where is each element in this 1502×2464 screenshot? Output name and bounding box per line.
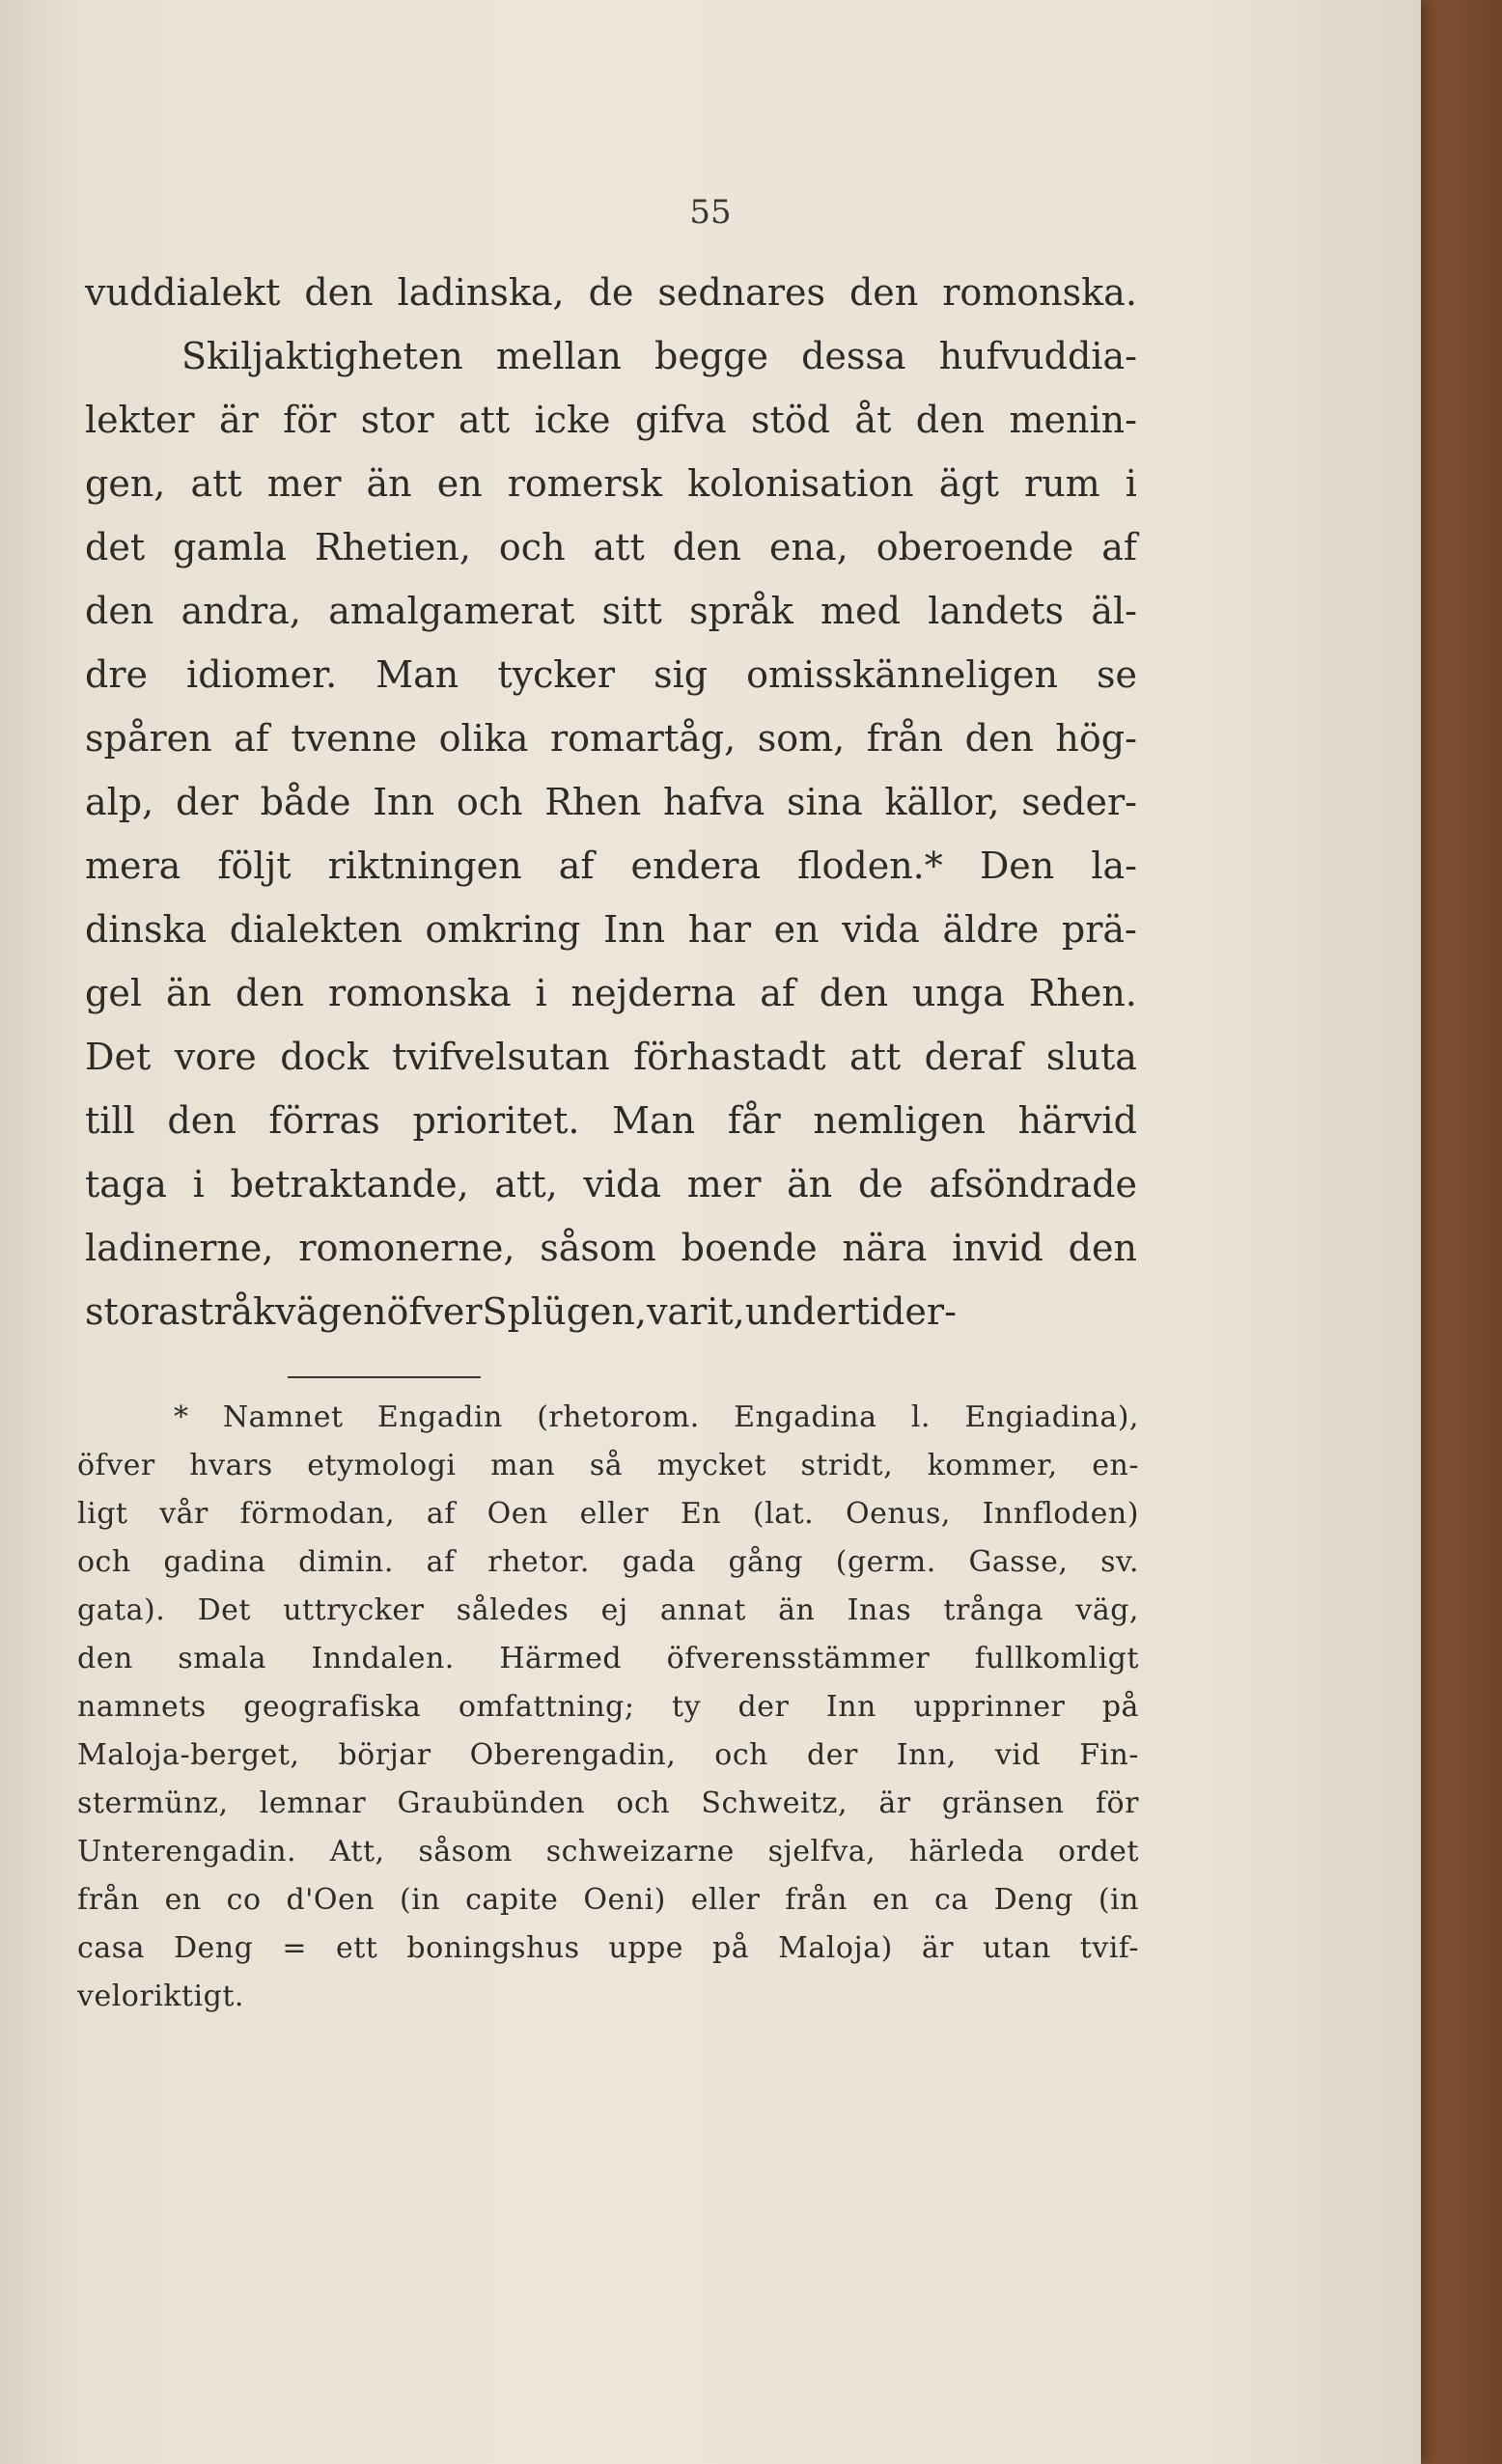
footnote-line: och gadina dimin. af rhetor. gada gång (germ. Gasse, sv. bbox=[77, 1545, 1139, 1579]
body-text-line: ladinerne, romonerne, såsom boende nära invid den bbox=[85, 1227, 1137, 1269]
body-text-line: Skiljaktigheten mellan begge dessa hufvuddia- bbox=[181, 335, 1137, 377]
body-text-line: Det vore dock tvifvelsutan förhastadt att deraf sluta bbox=[85, 1036, 1137, 1078]
footnote-line: Unterengadin. Att, såsom schweizarne sjelfva, härleda ordet bbox=[77, 1835, 1139, 1869]
body-text-line: taga i betraktande, att, vida mer än de afsöndrade bbox=[85, 1163, 1137, 1205]
page-number: 55 bbox=[689, 193, 732, 232]
footnote-separator-rule bbox=[288, 1376, 481, 1378]
body-text bbox=[85, 261, 1137, 1343]
footnote-line: namnets geografiska omfattning; ty der Inn upprinner på bbox=[77, 1690, 1139, 1724]
body-text-line: lekter är för stor att icke gifva stöd åt den menin- bbox=[85, 399, 1137, 441]
body-text-line: dre idiomer. Man tycker sig omisskänneligen se bbox=[85, 653, 1137, 696]
footnote-line: den smala Inndalen. Härmed öfverensstämmer fullkomligt bbox=[77, 1642, 1139, 1675]
body-text-line: till den förras prioritet. Man får nemligen härvid bbox=[85, 1099, 1137, 1142]
footnote-line: ligt vår förmodan, af Oen eller En (lat. Oenus, Innfloden) bbox=[77, 1497, 1139, 1531]
footnote-line: casa Deng = ett boningshus uppe på Maloja) är utan tvif- bbox=[77, 1931, 1139, 1965]
footnote-line: Maloja-berget, börjar Oberengadin, och der Inn, vid Fin- bbox=[77, 1738, 1139, 1772]
footnote-line: från en co d'Oen (in capite Oeni) eller från en ca Deng (in bbox=[77, 1883, 1139, 1917]
body-text-line: stora stråkvägen öfver Splügen, varit, under tider- bbox=[85, 1290, 957, 1333]
body-text-line: mera följt riktningen af endera floden.* Den la- bbox=[85, 844, 1137, 887]
body-text-line: det gamla Rhetien, och att den ena, oberoende af bbox=[85, 526, 1137, 568]
footnote-line: öfver hvars etymologi man så mycket stridt, kommer, en- bbox=[77, 1449, 1139, 1482]
body-text-line: vuddialekt den ladinska, de sednares den romonska. bbox=[85, 271, 1137, 314]
body-text-line: den andra, amalgamerat sitt språk med landets äl- bbox=[85, 590, 1137, 632]
footnote-line: * Namnet Engadin (rhetorom. Engadina l. Engiadina), bbox=[174, 1400, 1139, 1434]
body-text-line: gel än den romonska i nejderna af den unga Rhen. bbox=[85, 972, 1137, 1014]
footnote bbox=[77, 1394, 1139, 2021]
footnote-line: gata). Det uttrycker således ej annat än Inas trånga väg, bbox=[77, 1593, 1139, 1627]
body-text-line: alp, der både Inn och Rhen hafva sina källor, seder- bbox=[85, 781, 1137, 823]
body-text-line: gen, att mer än en romersk kolonisation ägt rum i bbox=[85, 462, 1137, 505]
body-text-line: spåren af tvenne olika romartåg, som, från den hög- bbox=[85, 717, 1137, 760]
footnote-line: stermünz, lemnar Graubünden och Schweitz, är gränsen för bbox=[77, 1786, 1139, 1820]
body-text-line: dinska dialekten omkring Inn har en vida äldre prä- bbox=[85, 908, 1137, 951]
footnote-line: vel oriktigt. bbox=[77, 1980, 244, 2013]
